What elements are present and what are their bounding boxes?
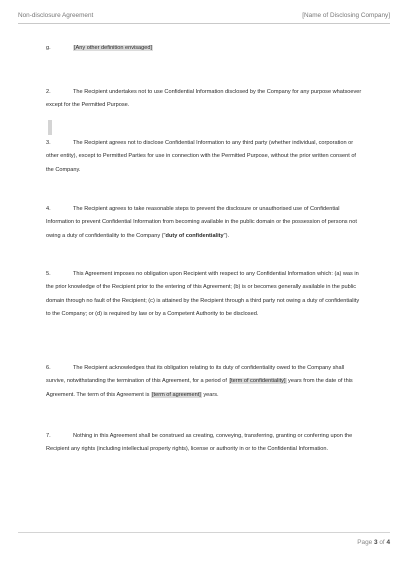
clause-number: 6.	[46, 365, 51, 371]
clause-number: 3.	[46, 140, 51, 146]
clause-text: The Recipient agrees to take reasonable steps to prevent the disclosure or unauthorised use of Confidential Information to prevent Confidential Information from becoming available in the public domain or the possession of persons not owing a duty of confidentiality to the Company ("	[46, 206, 357, 239]
clause-number: 4.	[46, 206, 51, 212]
page-footer	[18, 532, 390, 546]
clause-text: Nothing in this Agreement shall be construed as creating, conveying, transferring, granting or conferring upon the Recipient any rights (including intellectual property rights), license or authority in or to the Confidential Information.	[46, 433, 353, 453]
clause-5	[46, 268, 364, 322]
header-document-title: Non-disclosure Agreement	[18, 12, 94, 19]
clause-6	[46, 362, 364, 402]
defined-term: duty of confidentiality	[165, 232, 224, 239]
clause-g	[46, 42, 364, 55]
header-company-name: [Name of Disclosing Company]	[302, 12, 390, 19]
clause-4	[46, 203, 364, 243]
clause-number: g.	[46, 45, 51, 51]
placeholder-field-term-of-agreement[interactable]: [term of agreement]	[151, 391, 201, 398]
page-header	[18, 12, 390, 24]
clause-text-middle: years from the date of this Agreement. The term of this Agreement is	[46, 378, 353, 398]
page-label: Page	[357, 539, 373, 546]
clause-text-end: years.	[201, 391, 219, 398]
clause-text-end: ").	[223, 232, 230, 239]
clause-3	[46, 137, 364, 177]
page-of-label: of	[379, 539, 385, 546]
placeholder-field-term-of-confidentiality[interactable]: [term of confidentiality]	[229, 378, 286, 385]
clause-7	[46, 430, 364, 457]
clause-number: 2.	[46, 89, 51, 95]
clause-number: 5.	[46, 271, 51, 277]
page-total: 4	[386, 539, 390, 546]
page-current: 3	[373, 539, 378, 546]
clause-text: The Recipient acknowledges that its obligation relating to its duty of confidentiality owed to the Company shall survive, notwithstanding the termination of this Agreement, for a period of	[46, 365, 345, 385]
clause-2	[46, 86, 364, 113]
clause-number: 7.	[46, 433, 51, 439]
clause-text: The Recipient agrees not to disclose Confidential Information to any third party (whether individual, corporation or other entity), except to Permitted Parties for use in connection with the Permitted Purpose, without the prior written consent of the Company.	[46, 140, 356, 173]
placeholder-field-definition[interactable]: [Any other definition envisaged]	[74, 45, 153, 51]
clause-text: This Agreement imposes no obligation upon Recipient with respect to any Confidential Information which: (a) was in the prior knowledge of the Recipient prior to the entering of this Agreement; (b) is or becomes generally available in the public domain through no fault of the Recipient; (c) is attained by the Recipient through a third party not owing a duty of confidentiality to the Company; or (d) is required by law or by a Competent Authority to be disclosed.	[46, 271, 360, 318]
clause-text: The Recipient undertakes not to use Confidential Information disclosed by the Company for any purpose whatsoever except for the Permitted Purpose.	[46, 89, 362, 109]
margin-marker	[48, 120, 52, 135]
